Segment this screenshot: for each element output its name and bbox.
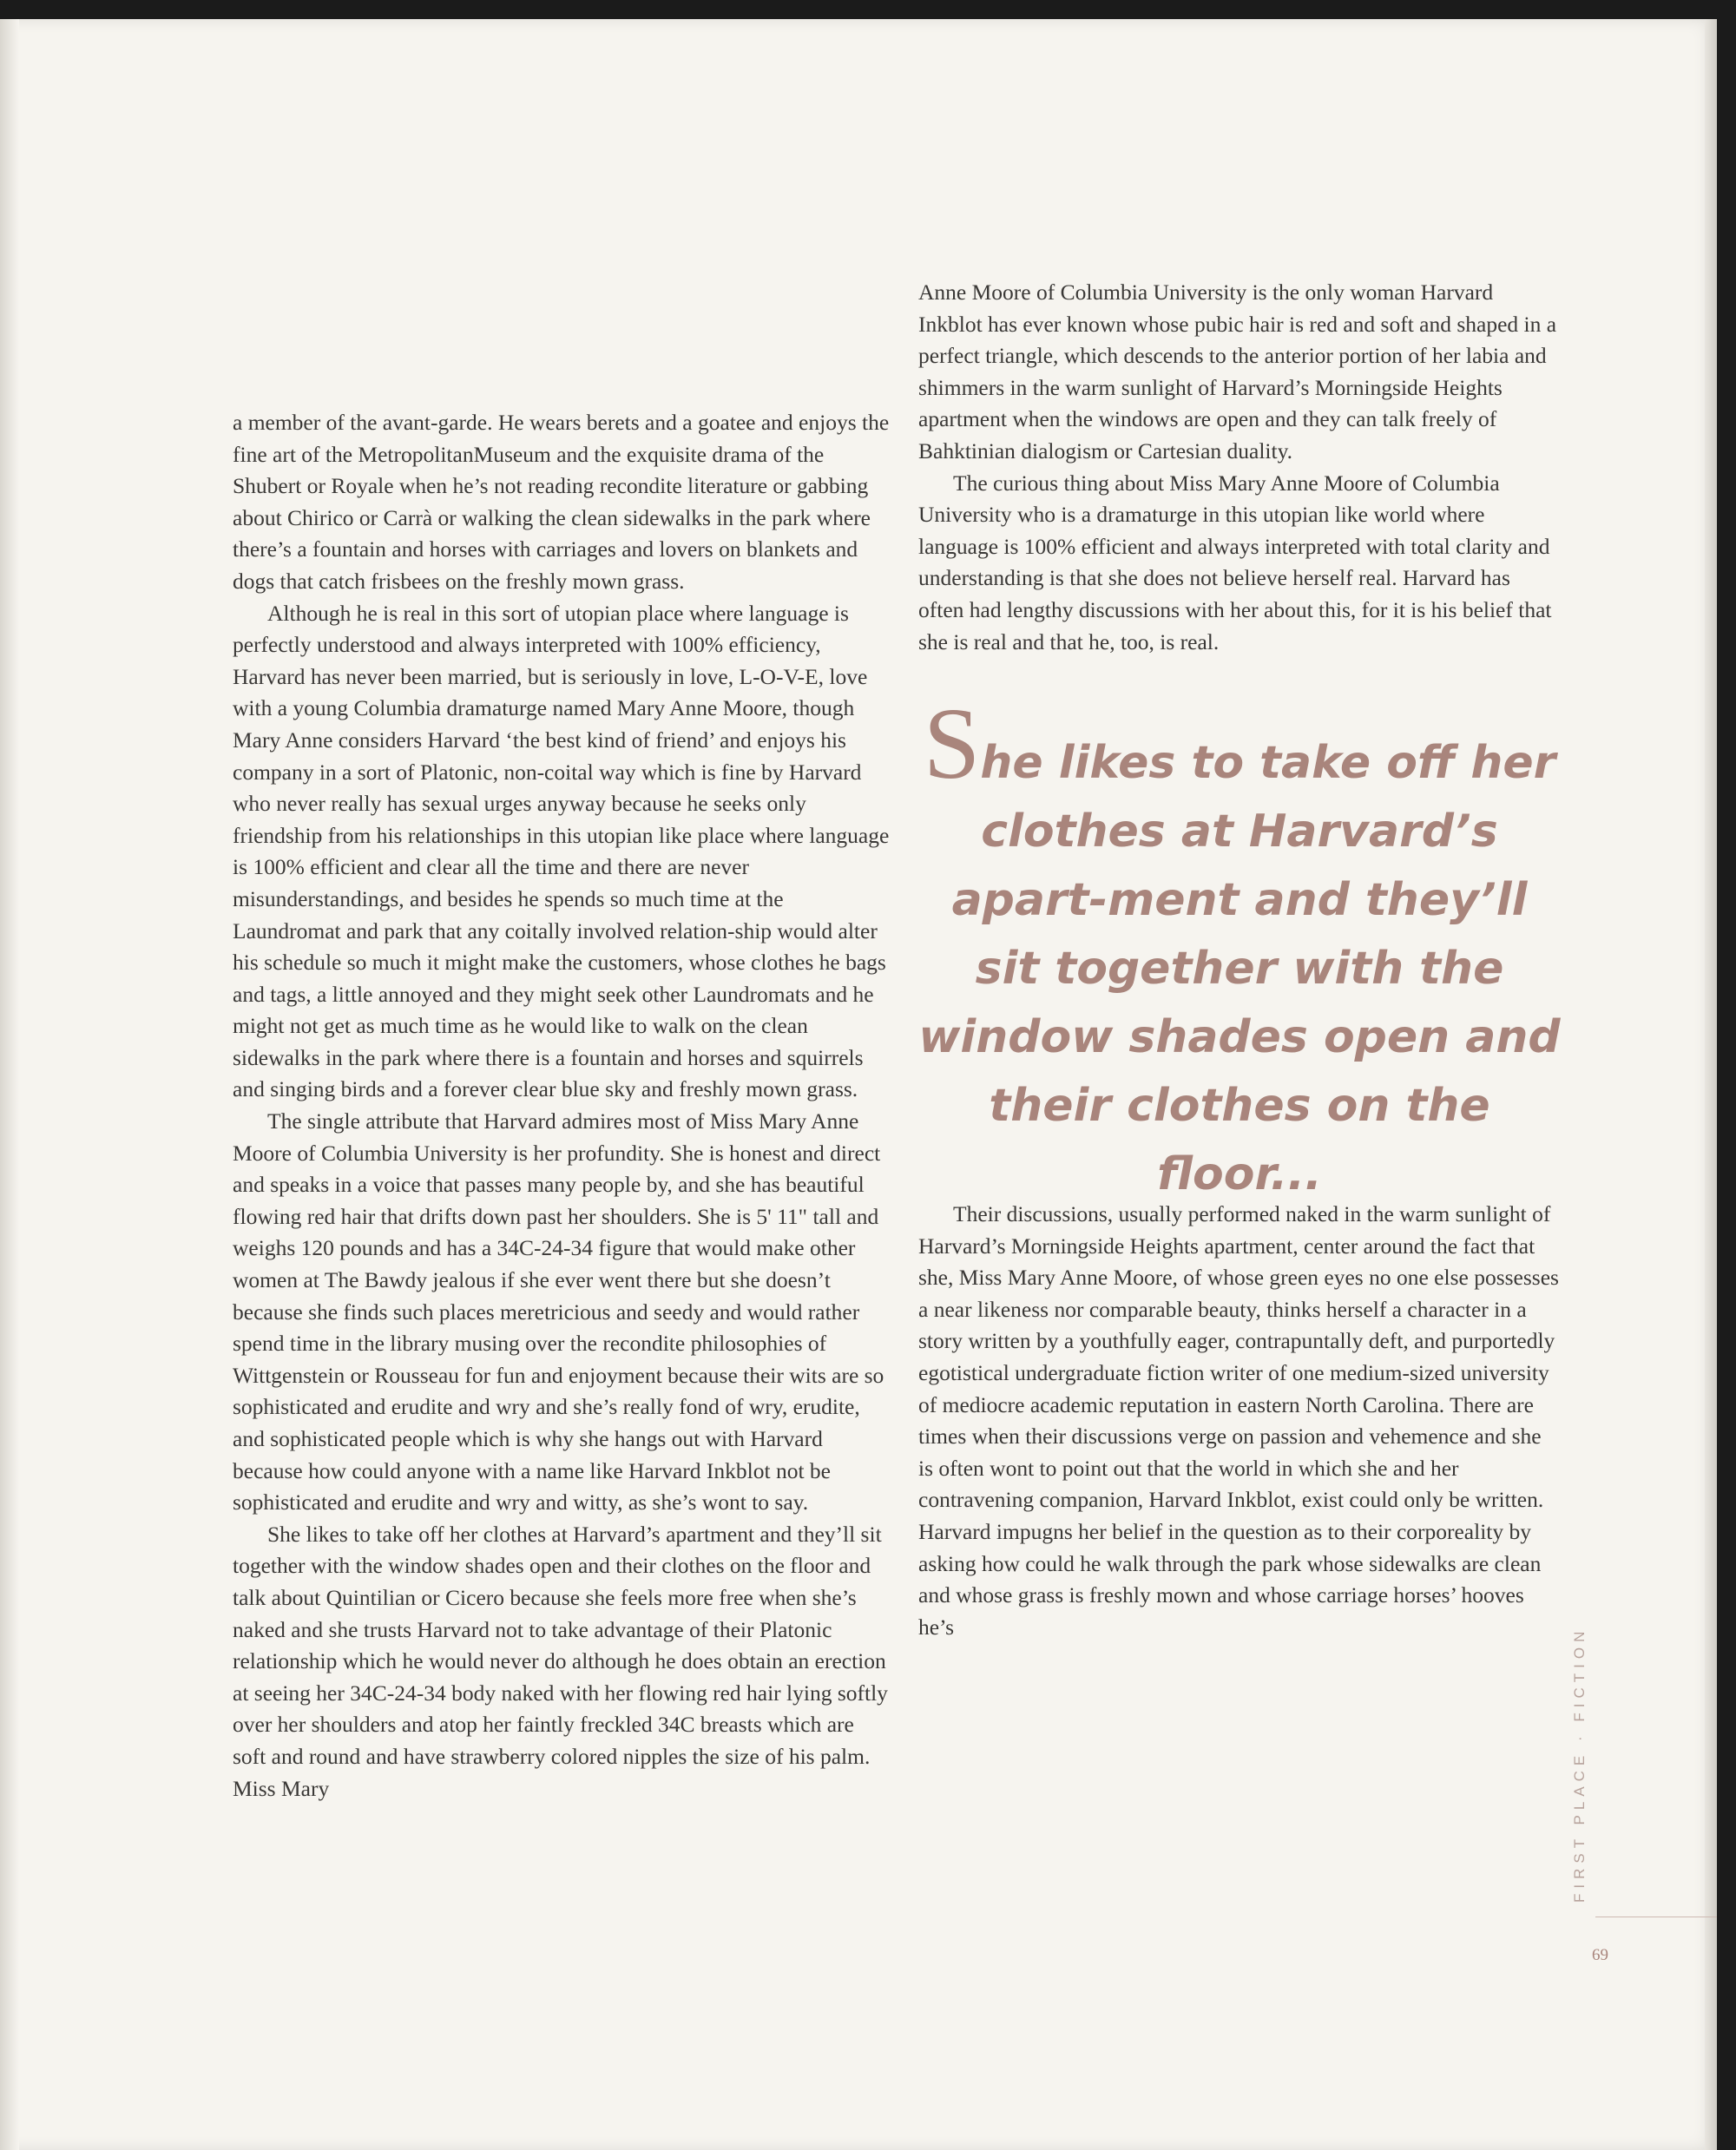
paragraph: The single attribute that Harvard admires most of Miss Mary Anne Moore of Columbia University is her profundity. She is honest and direct and speaks in a voice that passes many people by, and she has beautiful flowing red hair that drifts down past her shoulders. She is 5' 11" tall and weighs 120 pounds and has a 34C-24-34 figure that would make other women at The Bawdy jealous if she ever went there but she doesn’t because she finds such places meretricious and seedy and would rather spend time in the library musing over the recondite philosophies of Wittgenstein or Rousseau for fun and enjoyment because their wits are so sophisticated and erudite and wry and she’s really fond of wry, erudite, and sophisticated people which is why she hangs out with Harvard because how could anyone with a name like Harvard Inkblot not be sophisticated and erudite and wry and witty, as she’s wont to say.: [233, 1108, 884, 1516]
paragraph: The curious thing about Miss Mary Anne Moore of Columbia University who is a dramaturge in this utopian like world where language is 100% efficient and always interpreted with total clarity and understanding is that she does not believe herself real. Harvard has often had lengthy discussions with her about this, for it is his belief that she is real and that he, too, is real.: [918, 470, 1552, 654]
page-gutter: [0, 19, 19, 2150]
section-label: FIRST PLACE · FICTION: [1571, 1626, 1588, 1903]
right-column-top: [918, 277, 1561, 658]
book-page: [0, 19, 1717, 2150]
paragraph: Their discussions, usually performed naked in the warm sunlight of Harvard’s Morningside Heights apartment, center around the fact that she, Miss Mary Anne Moore, of whose green eyes no one else possesses a near likeness nor comparable beauty, thinks herself a character in a story written by a youthfully eager, contrapuntally deft, and purportedly egotistical undergraduate fiction writer of one medium-sized university of mediocre academic reputation in eastern North Carolina. There are times when their discussions verge on passion and vehemence and she is often wont to point out that the world in which she and her contravening companion, Harvard Inkblot, exist could only be written. Harvard impugns her belief in the question as to their corporeality by asking how could he walk through the park whose sidewalks are clean and whose grass is freshly mown and whose carriage horses’ hooves he’s: [918, 1201, 1559, 1640]
paragraph: Anne Moore of Columbia University is the only woman Harvard Inkblot has ever known whose pubic hair is red and soft and shaped in a perfect triangle, which descends to the anterior portion of her labia and shimmers in the warm sunlight of Harvard’s Morningside Heights apartment when the windows are open and they can talk freely of Bahktinian dialogism or Cartesian duality.: [918, 279, 1557, 464]
pull-quote-drop-cap: S: [923, 687, 981, 800]
pull-quote: [918, 687, 1561, 1209]
left-column: [233, 407, 892, 1805]
pull-quote-text: he likes to take off her clothes at Harvard’s apart-ment and they’ll sit together with the window shades open and their clothes on the floor...: [918, 737, 1561, 1200]
page-number: 69: [1592, 1946, 1608, 1964]
right-column-bottom: [918, 1199, 1561, 1643]
paragraph: a member of the avant-garde. He wears berets and a goatee and enjoys the fine art of the MetropolitanMuseum and the exquisite drama of the Shubert or Royale when he’s not reading recondite literature or gabbing about Chirico or Carrà or walking the clean sidewalks in the park where there’s a fountain and horses with carriages and lovers on blankets and dogs that catch frisbees on the freshly mown grass.: [233, 410, 890, 594]
paragraph: Although he is real in this sort of utopian place where language is perfectly understood and always interpreted with 100% efficiency, Harvard has never been married, but is seriously in love, L-O-V-E, love with a young Columbia dramaturge named Mary Anne Moore, though Mary Anne considers Harvard ‘the best kind of friend’ and enjoys his company in a sort of Platonic, non-coital way which is fine by Harvard who never really has sexual urges anyway because he seeks only friendship from his relationships in this utopian like place where language is 100% efficient and clear all the time and there are never misunderstandings, and besides he spends so much time at the Laundromat and park that any coitally involved relation-ship would alter his schedule so much it might make the customers, whose clothes he bags and tags, a little annoyed and they might seek other Laundromats and he might not get as much time as he would like to walk on the clean sidewalks in the park where there is a fountain and horses and squirrels and singing birds and a forever clear blue sky and freshly mown grass.: [233, 600, 890, 1102]
paragraph: She likes to take off her clothes at Harvard’s apartment and they’ll sit together with the window shades open and their clothes on the floor and talk about Quintilian or Cicero because she feels more free when she’s naked and she trusts Harvard not to take advantage of their Platonic relationship which he would never do although he does obtain an erection at seeing her 34C-24-34 body naked with her flowing red hair lying softly over her shoulders and atop her faintly freckled 34C breasts which are soft and round and have strawberry colored nipples the size of his palm. Miss Mary: [233, 1521, 888, 1801]
page-edge: [1705, 19, 1717, 2150]
